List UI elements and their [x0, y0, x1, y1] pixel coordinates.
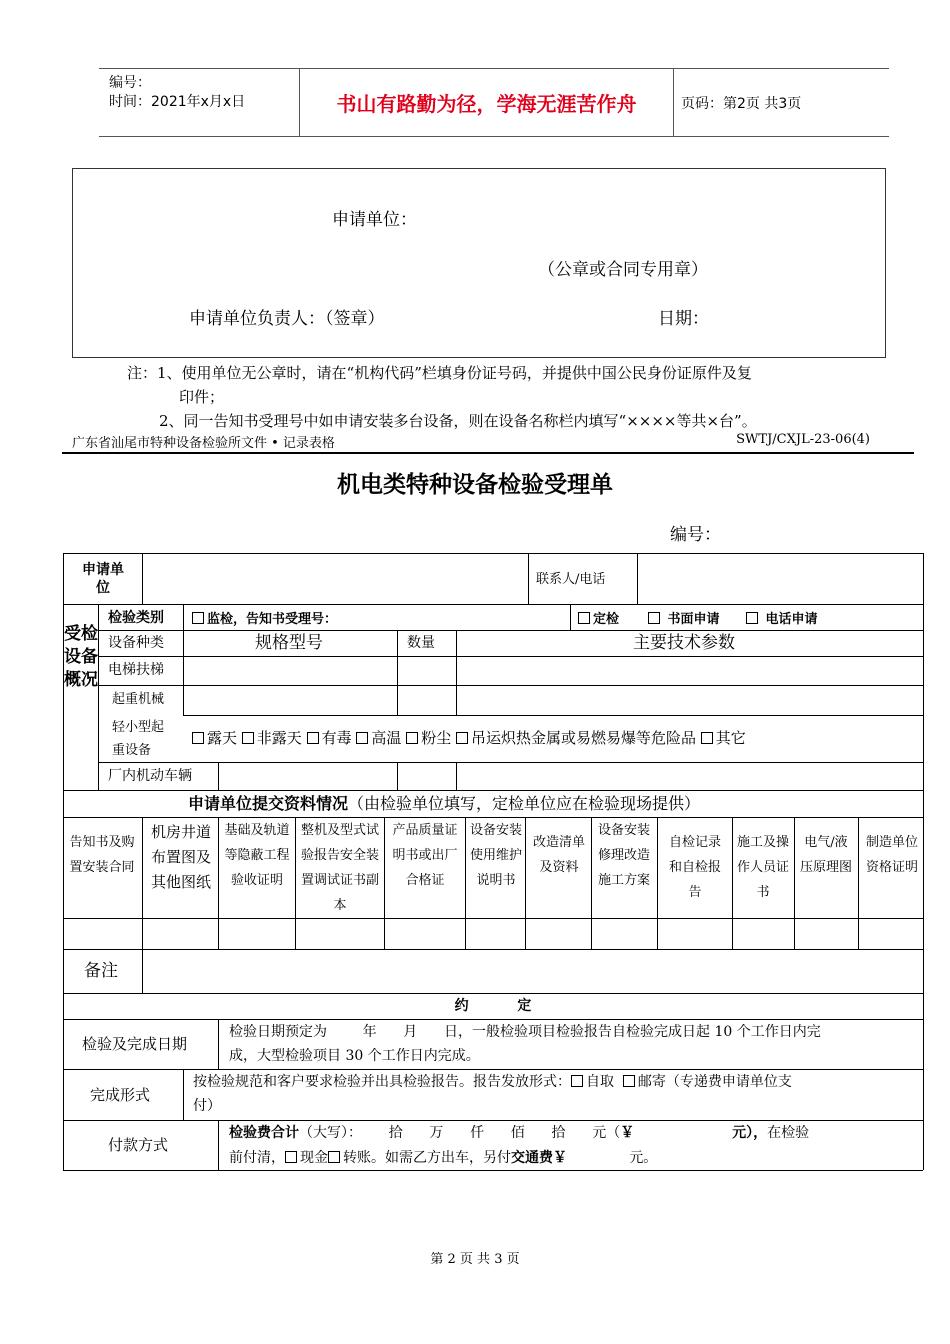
- self-pickup-label: 自取: [586, 1074, 614, 1090]
- grid-line: [218, 1019, 219, 1069]
- materials-note: （由检验单位填写，定检单位应在检验现场提供）: [348, 794, 701, 813]
- section-vertical-label: 受检设备概况: [64, 624, 98, 690]
- grid-line: [295, 817, 296, 918]
- yuan-close: 元），: [732, 1125, 768, 1141]
- transport-fee-label: 交通费￥: [511, 1150, 567, 1166]
- cash-checkbox[interactable]: [285, 1151, 297, 1163]
- material-col-2: 机房井道布置图及其他图纸: [150, 823, 211, 891]
- cash-label: 现金: [300, 1150, 328, 1166]
- agreement-title: 约 定: [454, 998, 532, 1014]
- grid-line: [63, 790, 923, 791]
- periodic-text: 定检: [593, 612, 620, 627]
- crane-label: 起重机械: [112, 692, 165, 707]
- remarks-label: 备注: [84, 961, 118, 981]
- applicant-label: 申请单位：: [332, 210, 417, 230]
- factory-vehicle-label: 厂内机动车辆: [108, 768, 192, 784]
- grid-line: [218, 918, 219, 949]
- slogan: 书山有路勤为径，学海无涯苦作舟: [299, 69, 674, 136]
- completion-line-2: 成，大型检验项目 30 个工作日内完成。: [229, 1048, 480, 1064]
- grid-line: [528, 553, 529, 604]
- written-checkbox[interactable]: [648, 612, 660, 624]
- grid-line: [525, 817, 526, 918]
- device-type-label: 设备种类: [108, 635, 164, 651]
- grid-line: [295, 918, 296, 949]
- grid-line: [183, 715, 923, 716]
- doc-header: [72, 432, 884, 451]
- grid-line: [63, 1170, 923, 1171]
- header-meta: [99, 69, 299, 136]
- grid-line: [384, 918, 385, 949]
- grid-line: [218, 817, 219, 918]
- grid-line: [183, 1069, 184, 1120]
- page-label: [681, 69, 889, 136]
- env-option-label: 露天: [207, 729, 238, 747]
- grid-line: [384, 817, 385, 918]
- seal-label: （公章或合同专用章）: [538, 260, 708, 280]
- applicant-unit-label: 申请单位: [82, 562, 124, 596]
- grid-line: [98, 604, 99, 790]
- periodic-checkbox[interactable]: [578, 612, 590, 624]
- note-1-line-2: 印件；: [179, 388, 225, 406]
- page-footer: 第 2 页 共 3 页: [430, 1252, 520, 1267]
- materials-title: 申请单位提交资料情况: [188, 794, 349, 813]
- payment-line-2: [229, 1151, 657, 1165]
- grid-line: [183, 604, 184, 715]
- env-option[interactable]: [356, 729, 401, 747]
- grid-line: [465, 918, 466, 949]
- grid-line: [397, 630, 398, 715]
- env-option[interactable]: [406, 729, 451, 747]
- periodic-option[interactable]: [578, 612, 619, 626]
- grid-line: [63, 993, 923, 994]
- grid-line: [98, 630, 923, 631]
- mail-option[interactable]: [623, 1074, 666, 1090]
- main-params-label: 主要技术参数: [633, 633, 735, 653]
- serial-label: 编号：: [670, 525, 721, 545]
- note-1-line-1: 注：1、使用单位无公章时，请在“机构代码”栏填身份证号码，并提供中国公民身份证原件及复: [127, 364, 752, 382]
- form-title: 机电类特种设备检验受理单: [337, 472, 613, 498]
- quantity-label: 数量: [407, 635, 435, 651]
- completion-line-1: 检验日期预定为 年 月 日，一般检验项目检验报告自检验完成日起 10 个工作日内完: [229, 1024, 821, 1040]
- completion-form-text-b: （专递费申请单位支: [665, 1074, 792, 1090]
- env-checkbox[interactable]: [456, 732, 468, 744]
- self-pickup-option[interactable]: [571, 1074, 614, 1090]
- grid-line: [858, 817, 859, 918]
- written-application-option[interactable]: [648, 612, 720, 626]
- doc-code: SWTJ/CXJL-23-06(4): [736, 432, 870, 447]
- grid-line: [63, 604, 923, 605]
- yuan-end: 元。: [629, 1150, 658, 1166]
- grid-line: [657, 918, 658, 949]
- env-option[interactable]: [192, 729, 237, 747]
- material-col-3: 基础及轨道等隐蔽工程验收证明: [224, 823, 290, 888]
- phone-checkbox[interactable]: [746, 612, 758, 624]
- env-checkbox[interactable]: [307, 732, 319, 744]
- grid-line: [218, 1120, 219, 1170]
- env-option-label: 粉尘: [421, 729, 452, 747]
- supervision-text: 监检，告知书受理号：: [207, 612, 338, 627]
- grid-line: [456, 762, 457, 790]
- material-col-6: 设备安装使用维护说明书: [470, 823, 523, 888]
- env-checkbox[interactable]: [701, 732, 713, 744]
- self-pickup-checkbox[interactable]: [571, 1075, 583, 1087]
- env-checkbox[interactable]: [356, 732, 368, 744]
- materials-header: [188, 796, 700, 812]
- page-label-text: 页码：第2页 共3页: [681, 95, 802, 112]
- number-label: 编号：: [109, 75, 151, 91]
- grid-line: [142, 553, 143, 604]
- material-col-11: 电气/液压原理图: [800, 835, 853, 875]
- mail-checkbox[interactable]: [623, 1075, 635, 1087]
- grid-line: [637, 553, 638, 604]
- responsible-label: 申请单位负责人：（签章）: [189, 309, 385, 329]
- grid-line: [525, 918, 526, 949]
- cash-option[interactable]: [285, 1150, 328, 1166]
- transfer-label: 转账。如需乙方出车，另付: [343, 1150, 511, 1166]
- env-option[interactable]: [456, 729, 696, 747]
- grid-line: [657, 817, 658, 918]
- env-checkbox[interactable]: [406, 732, 418, 744]
- grid-line: [732, 817, 733, 918]
- completion-form-label: 完成形式: [90, 1086, 151, 1104]
- completion-form-line-1: [193, 1075, 792, 1089]
- grid-line: [397, 762, 398, 790]
- note-2: 2、同一告知书受理号中如申请安装多台设备，则在设备名称栏内填写“××××等共×台”。: [159, 412, 757, 430]
- phone-application-option[interactable]: [746, 612, 818, 626]
- fee-prepay: 前付清，: [229, 1150, 285, 1166]
- inspection-category-label: 检验类别: [108, 610, 164, 626]
- material-col-7: 改造清单及资料: [532, 835, 585, 875]
- grid-line: [218, 762, 219, 790]
- page-header: [99, 68, 889, 137]
- grid-line: [98, 656, 923, 657]
- payment-line-1: [229, 1126, 809, 1140]
- grid-line: [923, 553, 924, 1170]
- env-option[interactable]: [242, 729, 302, 747]
- grid-line: [732, 918, 733, 949]
- material-col-10: 施工及操作人员证书: [737, 835, 790, 900]
- grid-line: [142, 817, 143, 949]
- env-option[interactable]: [307, 729, 352, 747]
- grid-line: [570, 604, 571, 630]
- grid-line: [98, 685, 923, 686]
- grid-line: [794, 817, 795, 918]
- grid-line: [142, 949, 143, 993]
- env-checkbox[interactable]: [242, 732, 254, 744]
- grid-line: [591, 817, 592, 918]
- grid-line: [63, 1120, 923, 1121]
- escalator-label: 电梯扶梯: [108, 662, 164, 678]
- fee-total-label: 检验费合计: [229, 1125, 299, 1141]
- environment-options: [192, 731, 746, 746]
- mail-label: 邮寄: [637, 1074, 666, 1090]
- payment-label: 付款方式: [108, 1136, 169, 1154]
- grid-line: [63, 1069, 923, 1070]
- env-option[interactable]: [701, 729, 746, 747]
- yuan-sign: ￥: [620, 1125, 635, 1141]
- grid-line: [858, 918, 859, 949]
- grid-line: [456, 630, 457, 715]
- grid-line: [63, 1019, 923, 1020]
- fee-text: （大写）： 拾 万 仟 佰 拾 元（: [299, 1125, 621, 1141]
- env-checkbox[interactable]: [192, 732, 204, 744]
- material-col-5: 产品质量证明书或出厂合格证: [392, 823, 458, 888]
- material-col-1: 告知书及购置安装合同: [69, 835, 135, 875]
- env-option-label: 高温: [371, 729, 402, 747]
- application-box: [72, 168, 886, 358]
- material-col-12: 制造单位资格证明: [865, 835, 918, 875]
- doc-org: 广东省汕尾市特种设备检验所文件 • 记录表格: [72, 436, 335, 451]
- material-col-8: 设备安装修理改造施工方案: [597, 823, 650, 888]
- material-col-4: 整机及型式试验报告安全装置调试证书副本: [300, 823, 379, 913]
- grid-line: [63, 949, 923, 950]
- transfer-option[interactable]: [328, 1150, 511, 1166]
- completion-date-label: 检验及完成日期: [82, 1035, 188, 1053]
- grid-line: [63, 553, 923, 554]
- spec-model-label: 规格型号: [255, 633, 323, 653]
- material-col-9: 自检记录和自检报告: [668, 835, 721, 900]
- transfer-checkbox[interactable]: [328, 1151, 340, 1163]
- time-label: 时间：2021年x月x日: [109, 94, 246, 110]
- contact-phone-label: 联系人/电话: [536, 572, 606, 587]
- supervision-checkbox[interactable]: [192, 612, 204, 624]
- supervision-option[interactable]: [192, 612, 337, 626]
- divider: [62, 452, 914, 454]
- written-text: 书面申请: [667, 612, 720, 627]
- date-label: 日期：: [658, 309, 709, 329]
- fee-end: 在检验: [767, 1125, 810, 1141]
- completion-form-text-a: 按检验规范和客户要求检验并出具检验报告。报告发放形式：: [193, 1074, 571, 1090]
- grid-line: [591, 918, 592, 949]
- grid-line: [794, 918, 795, 949]
- grid-line: [98, 762, 923, 763]
- light-lifting-label: 轻小型起重设备: [112, 720, 165, 758]
- grid-line: [465, 817, 466, 918]
- env-option-label: 其它: [715, 729, 746, 747]
- phone-text: 电话申请: [765, 612, 818, 627]
- env-option-label: 有毒: [321, 729, 352, 747]
- env-option-label: 非露天: [256, 729, 302, 747]
- completion-form-line-2: 付）: [193, 1098, 221, 1114]
- env-option-label: 吊运炽热金属或易燃易爆等危险品: [470, 729, 696, 747]
